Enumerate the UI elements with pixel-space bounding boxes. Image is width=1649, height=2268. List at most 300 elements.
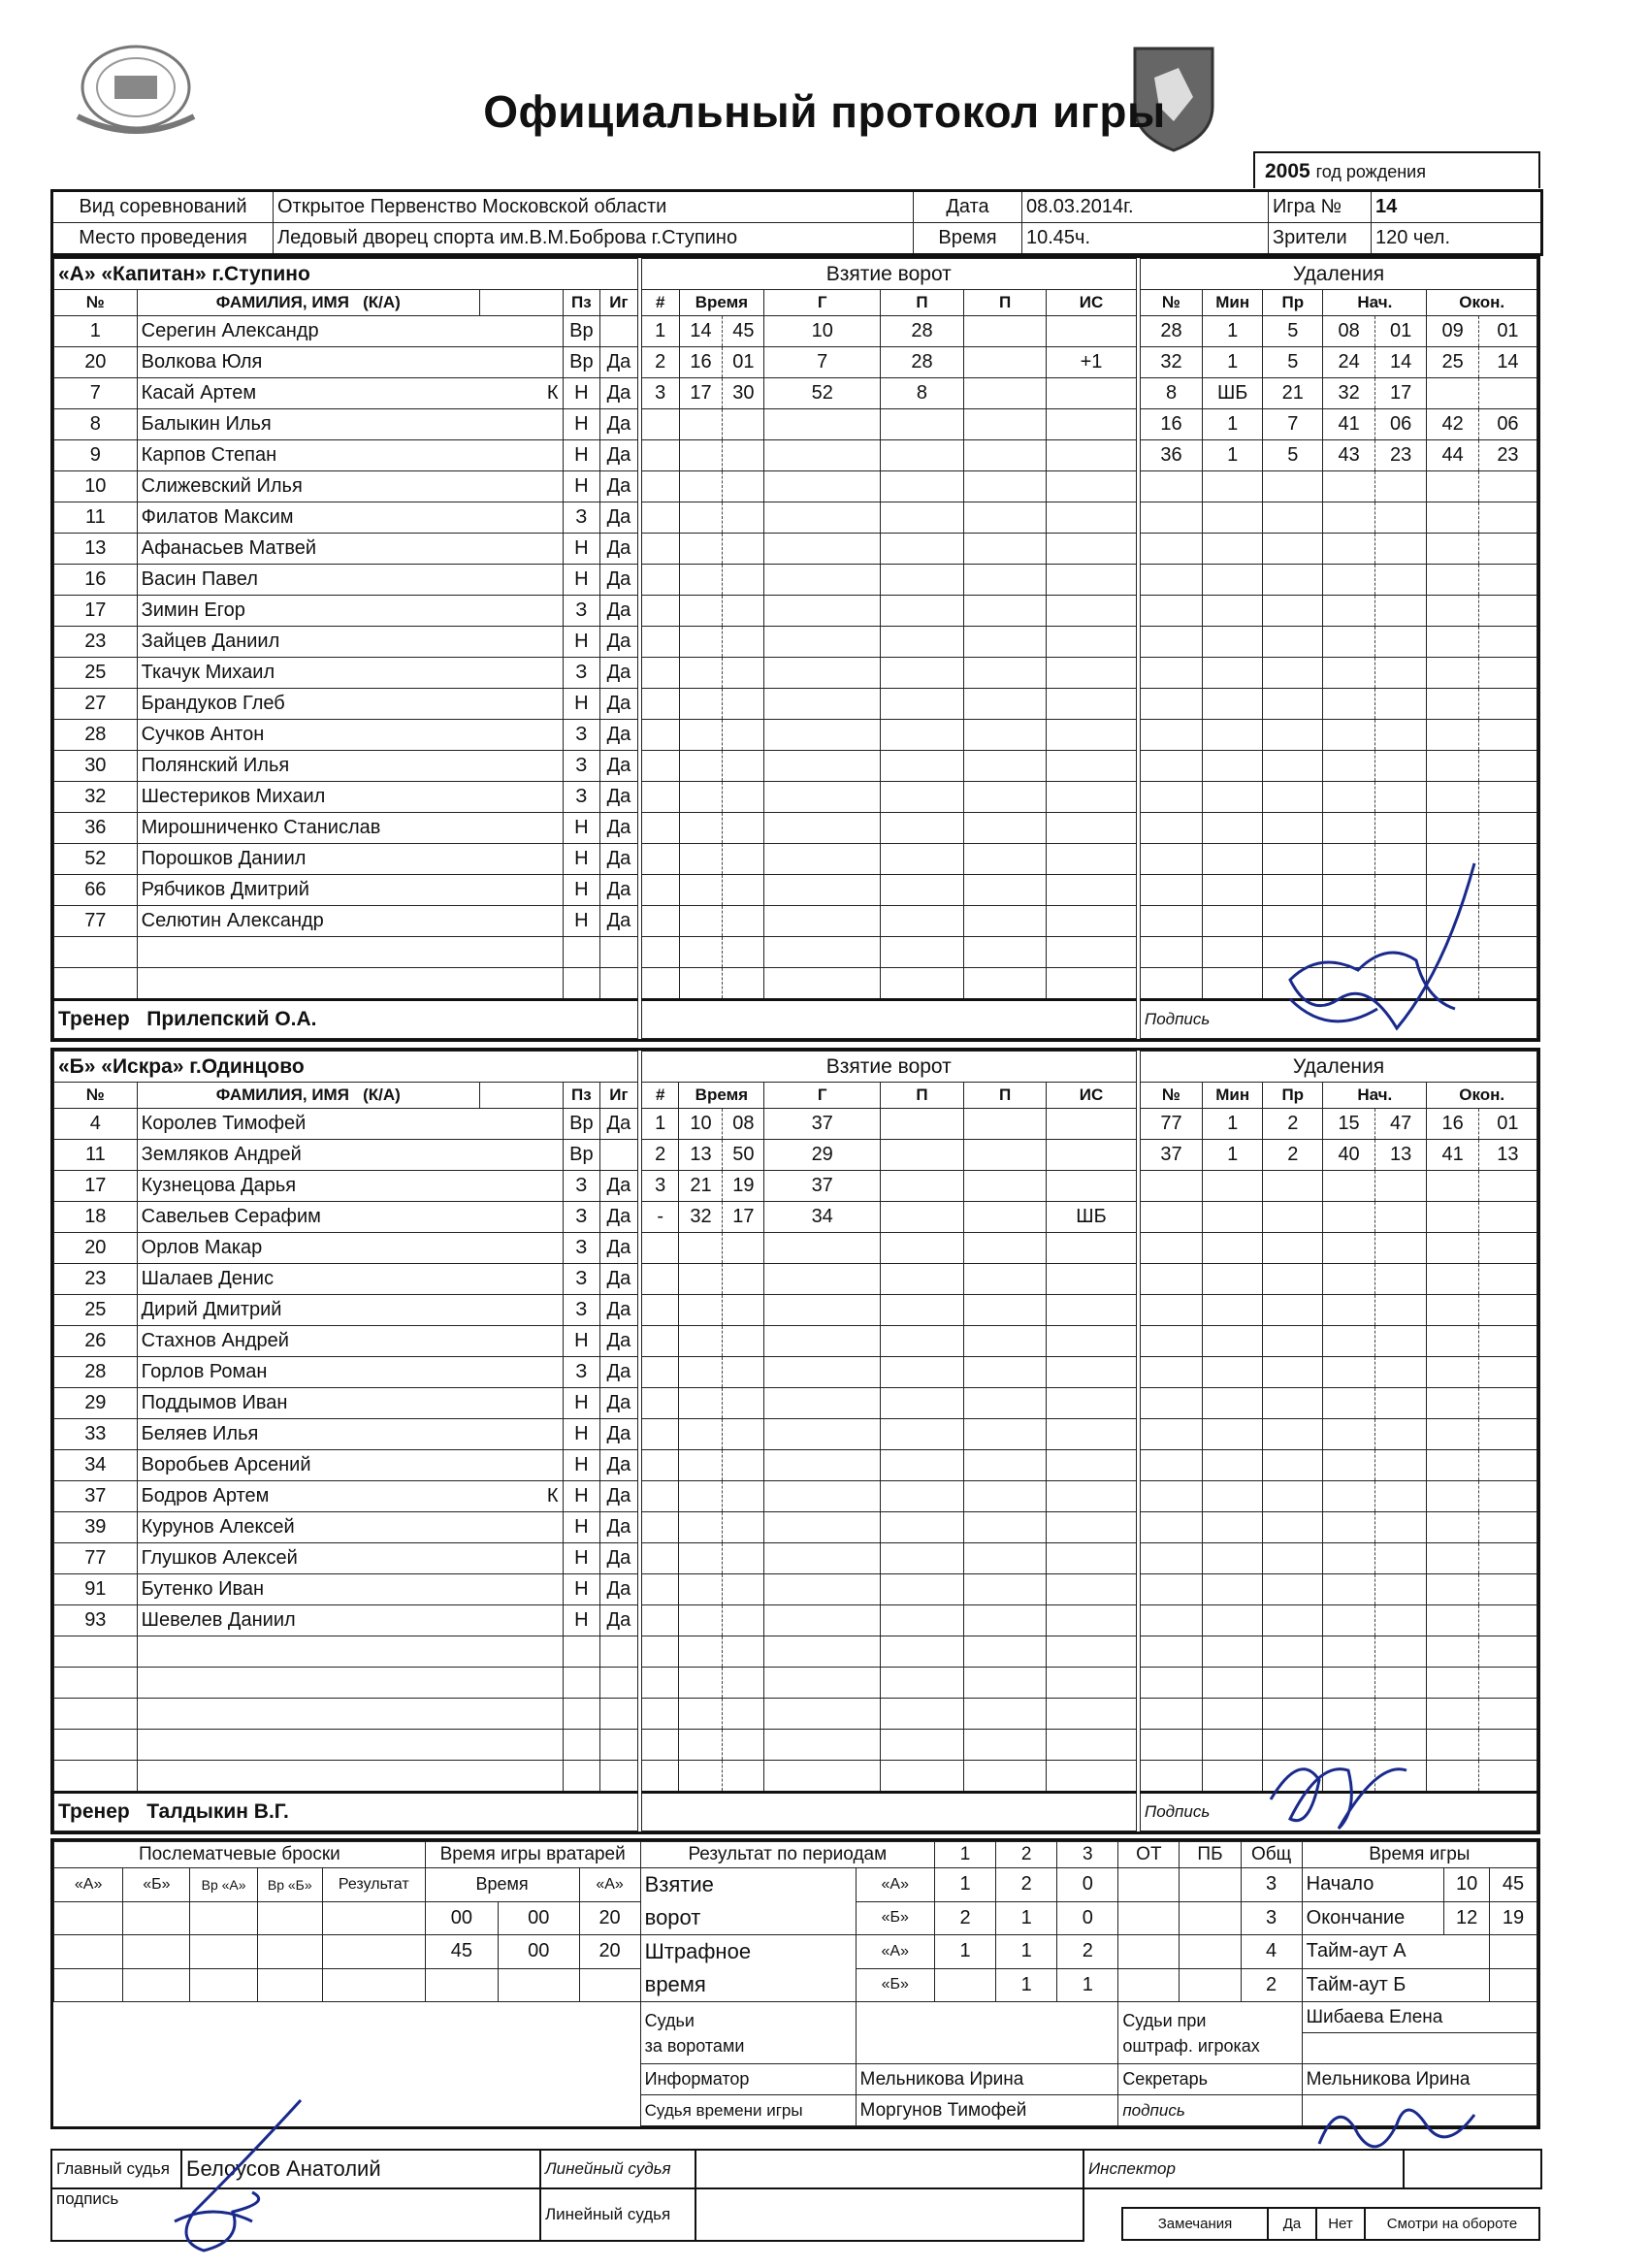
player-position: З bbox=[563, 1233, 600, 1264]
player-position: З bbox=[563, 658, 600, 689]
remarks-yes[interactable]: Да bbox=[1268, 2208, 1316, 2240]
player-number: 9 bbox=[54, 440, 138, 471]
player-played: Да bbox=[600, 409, 638, 440]
goal-scorer: 29 bbox=[764, 1140, 881, 1171]
pen-a-period: 2 bbox=[1057, 1935, 1118, 1969]
player-number: 27 bbox=[54, 689, 138, 720]
player-captain bbox=[479, 1450, 563, 1481]
player-number: 25 bbox=[54, 1295, 138, 1326]
goal-assist-1 bbox=[881, 1140, 964, 1171]
player-played bbox=[600, 937, 638, 968]
col-pen-no: № bbox=[1140, 1083, 1202, 1109]
player-played: Да bbox=[600, 1233, 638, 1264]
competition-value: Открытое Первенство Московской области bbox=[274, 191, 914, 223]
player-name bbox=[137, 1699, 479, 1730]
player-captain: К bbox=[479, 378, 563, 409]
player-name: Королев Тимофей bbox=[137, 1109, 479, 1140]
player-number: 77 bbox=[54, 906, 138, 937]
goals-a-period bbox=[1118, 1868, 1180, 1902]
player-name: Шалаев Денис bbox=[137, 1264, 479, 1295]
player-name: Серегин Александр bbox=[137, 316, 479, 347]
player-position: Н bbox=[563, 1543, 600, 1574]
player-captain bbox=[479, 1264, 563, 1295]
col-end: Окон. bbox=[1427, 290, 1537, 316]
player-name bbox=[137, 937, 479, 968]
player-number: 52 bbox=[54, 844, 138, 875]
player-captain bbox=[479, 471, 563, 502]
game-value: 14 bbox=[1372, 191, 1542, 223]
goal-number: 2 bbox=[641, 1140, 679, 1171]
secretary-label: Секретарь bbox=[1118, 2064, 1302, 2095]
goal-assist-1: 28 bbox=[881, 316, 964, 347]
goals-b-period bbox=[1118, 1901, 1180, 1935]
player-number bbox=[54, 1761, 138, 1793]
team_a-goals-title: Взятие ворот bbox=[641, 259, 1136, 290]
goals-row-label: Взятие ворот bbox=[640, 1868, 856, 1935]
spectators-value: 120 чел. bbox=[1372, 223, 1542, 255]
so-gk-a: Вр «А» bbox=[190, 1868, 257, 1902]
col-pz: Пз bbox=[563, 1083, 600, 1109]
goal-assist-2 bbox=[963, 316, 1047, 347]
penalty-start-sec: 47 bbox=[1374, 1109, 1427, 1140]
player-position: Н bbox=[563, 689, 600, 720]
end-label: Окончание bbox=[1302, 1901, 1444, 1935]
player-played: Да bbox=[600, 1605, 638, 1636]
player-captain bbox=[479, 689, 563, 720]
period-p2-header: 2 bbox=[996, 1842, 1057, 1868]
player-name: Кузнецова Дарья bbox=[137, 1171, 479, 1202]
player-played bbox=[600, 316, 638, 347]
team_b-sign-label: Подпись bbox=[1140, 1793, 1536, 1831]
penalty-end-min: 09 bbox=[1427, 316, 1479, 347]
chief-sign-label: подпись bbox=[51, 2188, 540, 2241]
player-played: Да bbox=[600, 1171, 638, 1202]
col-start: Нач. bbox=[1323, 1083, 1427, 1109]
place-value: Ледовый дворец спорта им.В.М.Боброва г.Ступино bbox=[274, 223, 914, 255]
player-captain bbox=[479, 1636, 563, 1668]
player-number: 33 bbox=[54, 1419, 138, 1450]
start-label: Начало bbox=[1302, 1868, 1444, 1902]
penalty-end-sec: 01 bbox=[1478, 1109, 1536, 1140]
player-position: Н bbox=[563, 875, 600, 906]
penalty-start-sec: 14 bbox=[1374, 347, 1427, 378]
birth-year-label: год рождения bbox=[1315, 162, 1426, 181]
player-captain bbox=[479, 1295, 563, 1326]
page-title: Официальный протокол игры bbox=[483, 86, 1166, 137]
player-played: Да bbox=[600, 471, 638, 502]
player-number: 1 bbox=[54, 316, 138, 347]
col-time: Время bbox=[679, 290, 764, 316]
player-number: 34 bbox=[54, 1450, 138, 1481]
col-is: ИС bbox=[1047, 1083, 1136, 1109]
informer-name: Мельникова Ирина bbox=[856, 2064, 1118, 2095]
goal-judges-label: Судьи за воротами bbox=[640, 2002, 856, 2064]
player-name bbox=[137, 1761, 479, 1793]
player-played: Да bbox=[600, 596, 638, 627]
player-position: З bbox=[563, 1264, 600, 1295]
col-end: Окон. bbox=[1427, 1083, 1537, 1109]
goals-a-period: 0 bbox=[1057, 1868, 1118, 1902]
player-position: Н bbox=[563, 378, 600, 409]
player-played bbox=[600, 1730, 638, 1761]
goal-scorer: 37 bbox=[764, 1171, 881, 1202]
player-position: Н bbox=[563, 813, 600, 844]
pen-b-period: 1 bbox=[996, 1968, 1057, 2002]
chief-judge-name: Белоусов Анатолий bbox=[181, 2150, 540, 2188]
player-captain bbox=[479, 1109, 563, 1140]
goal-number: 2 bbox=[641, 347, 679, 378]
player-number bbox=[54, 937, 138, 968]
penalty-start-sec: 06 bbox=[1374, 409, 1427, 440]
player-position: Вр bbox=[563, 347, 600, 378]
player-name: Балыкин Илья bbox=[137, 409, 479, 440]
goal-situation bbox=[1047, 378, 1136, 409]
player-number: 26 bbox=[54, 1326, 138, 1357]
date-value: 08.03.2014г. bbox=[1022, 191, 1269, 223]
player-played: Да bbox=[600, 534, 638, 565]
penalty-start-sec: 17 bbox=[1374, 378, 1427, 409]
player-name: Карпов Степан bbox=[137, 440, 479, 471]
player-played: Да bbox=[600, 1295, 638, 1326]
goal-second: 30 bbox=[723, 378, 764, 409]
player-played bbox=[600, 1636, 638, 1668]
player-captain bbox=[479, 1699, 563, 1730]
player-number: 17 bbox=[54, 1171, 138, 1202]
col-g: Г bbox=[764, 1083, 881, 1109]
player-played: Да bbox=[600, 1326, 638, 1357]
place-label: Место проведения bbox=[52, 223, 274, 255]
player-name: Горлов Роман bbox=[137, 1357, 479, 1388]
goal-assist-2 bbox=[963, 347, 1047, 378]
player-name bbox=[137, 1668, 479, 1699]
penalty-start-min: 40 bbox=[1323, 1140, 1375, 1171]
penalty-end-min: 25 bbox=[1427, 347, 1479, 378]
so-gk-b: Вр «Б» bbox=[257, 1868, 322, 1902]
player-position: Н bbox=[563, 1605, 600, 1636]
col-ig: Иг bbox=[600, 290, 638, 316]
player-number: 30 bbox=[54, 751, 138, 782]
player-number: 4 bbox=[54, 1109, 138, 1140]
player-number: 39 bbox=[54, 1512, 138, 1543]
goal-assist-2 bbox=[963, 1140, 1047, 1171]
team_a-title: «А» «Капитан» г.Ступино bbox=[54, 259, 638, 290]
penalty-end-sec: 06 bbox=[1478, 409, 1536, 440]
player-name: Поддымов Иван bbox=[137, 1388, 479, 1419]
player-played: Да bbox=[600, 751, 638, 782]
player-number: 36 bbox=[54, 813, 138, 844]
player-position: З bbox=[563, 1295, 600, 1326]
player-captain bbox=[479, 440, 563, 471]
timekeeper-name: Моргунов Тимофей bbox=[856, 2095, 1118, 2126]
goals-b-period: 1 bbox=[996, 1901, 1057, 1935]
player-played: Да bbox=[600, 1512, 638, 1543]
gk-time-label: Время bbox=[425, 1868, 579, 1902]
pen-a-period: 1 bbox=[996, 1935, 1057, 1969]
player-name: Селютин Александр bbox=[137, 906, 479, 937]
col-no: № bbox=[54, 1083, 138, 1109]
birth-year-box bbox=[1253, 151, 1540, 188]
player-played bbox=[600, 1140, 638, 1171]
penalty-end-sec: 13 bbox=[1478, 1140, 1536, 1171]
player-played bbox=[600, 1761, 638, 1793]
player-position: Н bbox=[563, 534, 600, 565]
player-number: 32 bbox=[54, 782, 138, 813]
player-played: Да bbox=[600, 565, 638, 596]
player-played: Да bbox=[600, 502, 638, 534]
player-number bbox=[54, 1730, 138, 1761]
player-position bbox=[563, 968, 600, 1000]
goal-second: 17 bbox=[723, 1202, 764, 1233]
penalty-minutes: 1 bbox=[1203, 409, 1263, 440]
player-played: Да bbox=[600, 1264, 638, 1295]
goal-second: 19 bbox=[723, 1171, 764, 1202]
player-played: Да bbox=[600, 720, 638, 751]
goal-assist-1 bbox=[881, 1171, 964, 1202]
col-p2: П bbox=[963, 290, 1047, 316]
player-played: Да bbox=[600, 1574, 638, 1605]
col-p1: П bbox=[881, 290, 964, 316]
timekeeper-label: Судья времени игры bbox=[640, 2095, 856, 2126]
player-captain bbox=[479, 1388, 563, 1419]
penalty-end-sec bbox=[1478, 378, 1536, 409]
col-pen-no: № bbox=[1140, 290, 1202, 316]
player-position: Н bbox=[563, 1512, 600, 1543]
player-name: Рябчиков Дмитрий bbox=[137, 875, 479, 906]
pen-a-period: 4 bbox=[1241, 1935, 1302, 1969]
col-g: Г bbox=[764, 290, 881, 316]
goal-number: 1 bbox=[641, 1109, 679, 1140]
player-captain bbox=[479, 968, 563, 1000]
game-time-title: Время игры bbox=[1302, 1842, 1536, 1868]
goalie-time-title: Время игры вратарей bbox=[425, 1842, 640, 1868]
player-number: 13 bbox=[54, 534, 138, 565]
player-name: Орлов Макар bbox=[137, 1233, 479, 1264]
penalty-start-min: 08 bbox=[1323, 316, 1375, 347]
player-played: Да bbox=[600, 627, 638, 658]
player-played: Да bbox=[600, 1419, 638, 1450]
penalty-reason: 5 bbox=[1263, 440, 1323, 471]
end-minute: 19 bbox=[1490, 1901, 1537, 1935]
periods-title: Результат по периодам bbox=[640, 1842, 934, 1868]
player-name: Шестериков Михаил bbox=[137, 782, 479, 813]
goal-minute: 17 bbox=[679, 378, 723, 409]
informer-label: Информатор bbox=[640, 2064, 856, 2095]
signature-label: подпись bbox=[1118, 2095, 1302, 2126]
penalty-reason: 2 bbox=[1263, 1109, 1323, 1140]
info-table bbox=[50, 189, 1543, 256]
player-number bbox=[54, 1699, 138, 1730]
player-position: З bbox=[563, 720, 600, 751]
player-name bbox=[137, 1636, 479, 1668]
player-position: З bbox=[563, 1202, 600, 1233]
player-name: Порошков Даниил bbox=[137, 844, 479, 875]
player-name: Волкова Юля bbox=[137, 347, 479, 378]
goal-number: 1 bbox=[641, 316, 679, 347]
time-label: Время bbox=[914, 223, 1022, 255]
player-number: 25 bbox=[54, 658, 138, 689]
player-position bbox=[563, 1730, 600, 1761]
goal-situation: ШБ bbox=[1047, 1202, 1136, 1233]
penalty-minutes: 1 bbox=[1203, 440, 1263, 471]
penalty-end-min: 44 bbox=[1427, 440, 1479, 471]
goal-situation bbox=[1047, 1109, 1136, 1140]
pen-b-period bbox=[934, 1968, 995, 2002]
player-name bbox=[137, 968, 479, 1000]
remarks-box bbox=[1121, 2207, 1540, 2241]
coach-a-signature bbox=[1251, 854, 1504, 1067]
player-played bbox=[600, 1699, 638, 1730]
gk-a-label: «А» bbox=[579, 1868, 640, 1902]
penalty-minutes: 1 bbox=[1203, 1140, 1263, 1171]
player-number: 28 bbox=[54, 720, 138, 751]
penalty-player: 37 bbox=[1140, 1140, 1202, 1171]
see-back-note: Смотри на обороте bbox=[1365, 2208, 1539, 2240]
player-played: Да bbox=[600, 1202, 638, 1233]
pen-team-b: «Б» bbox=[856, 1968, 934, 2002]
team-b-section bbox=[50, 1048, 1540, 1834]
so-b: «Б» bbox=[123, 1868, 190, 1902]
player-number: 20 bbox=[54, 1233, 138, 1264]
player-position: Н bbox=[563, 565, 600, 596]
player-number: 17 bbox=[54, 596, 138, 627]
penalty-reason: 5 bbox=[1263, 316, 1323, 347]
player-position: З bbox=[563, 502, 600, 534]
player-name: Мирошниченко Станислав bbox=[137, 813, 479, 844]
goal-scorer: 7 bbox=[764, 347, 881, 378]
goals-b-period: 3 bbox=[1241, 1901, 1302, 1935]
player-played: Да bbox=[600, 875, 638, 906]
goal-second: 45 bbox=[723, 316, 764, 347]
goals-b-period: 2 bbox=[934, 1901, 995, 1935]
penalty-end-sec: 14 bbox=[1478, 347, 1536, 378]
player-name: Курунов Алексей bbox=[137, 1512, 479, 1543]
goal-assist-1 bbox=[881, 1202, 964, 1233]
player-captain bbox=[479, 658, 563, 689]
player-captain bbox=[479, 720, 563, 751]
pen-team-a: «А» bbox=[856, 1935, 934, 1969]
player-played: Да bbox=[600, 906, 638, 937]
goal-assist-2 bbox=[963, 1109, 1047, 1140]
player-played: Да bbox=[600, 813, 638, 844]
player-captain bbox=[479, 782, 563, 813]
player-number: 77 bbox=[54, 1543, 138, 1574]
secretary-signature bbox=[1300, 2086, 1494, 2173]
player-captain bbox=[479, 1605, 563, 1636]
player-played bbox=[600, 968, 638, 1000]
goal-scorer: 10 bbox=[764, 316, 881, 347]
col-hash: # bbox=[641, 1083, 679, 1109]
player-captain bbox=[479, 1326, 563, 1357]
player-captain bbox=[479, 1419, 563, 1450]
player-name: Васин Павел bbox=[137, 565, 479, 596]
player-name: Бутенко Иван bbox=[137, 1574, 479, 1605]
player-number: 10 bbox=[54, 471, 138, 502]
remarks-no[interactable]: Нет bbox=[1316, 2208, 1365, 2240]
player-played: Да bbox=[600, 1543, 638, 1574]
team_b-title: «Б» «Искра» г.Одинцово bbox=[54, 1052, 638, 1083]
linesman-1-label: Линейный судья bbox=[540, 2150, 695, 2188]
penalty-start-min: 43 bbox=[1323, 440, 1375, 471]
penalty-judge-name: Шибаева Елена bbox=[1302, 2002, 1536, 2033]
player-position: Н bbox=[563, 1450, 600, 1481]
period-p1-header: 1 bbox=[934, 1842, 995, 1868]
period-pb-header: ПБ bbox=[1180, 1842, 1241, 1868]
player-position: Вр bbox=[563, 316, 600, 347]
player-number: 7 bbox=[54, 378, 138, 409]
player-name: Глушков Алексей bbox=[137, 1543, 479, 1574]
player-number bbox=[54, 968, 138, 1000]
goals-a-period: 1 bbox=[934, 1868, 995, 1902]
player-played: Да bbox=[600, 689, 638, 720]
goal-assist-2 bbox=[963, 378, 1047, 409]
goal-scorer: 34 bbox=[764, 1202, 881, 1233]
player-captain bbox=[479, 409, 563, 440]
penalty-minutes: 1 bbox=[1203, 1109, 1263, 1140]
player-played: Да bbox=[600, 1109, 638, 1140]
player-captain bbox=[479, 502, 563, 534]
col-p2: П bbox=[963, 1083, 1047, 1109]
player-name: Полянский Илья bbox=[137, 751, 479, 782]
player-captain bbox=[479, 813, 563, 844]
player-played: Да bbox=[600, 1481, 638, 1512]
col-no: № bbox=[54, 290, 138, 316]
player-captain bbox=[479, 534, 563, 565]
player-number: 28 bbox=[54, 1357, 138, 1388]
penalty-start-sec: 13 bbox=[1374, 1140, 1427, 1171]
player-name: Шевелев Даниил bbox=[137, 1605, 479, 1636]
player-name: Касай Артем bbox=[137, 378, 479, 409]
linesman-2-label: Линейный судья bbox=[540, 2188, 695, 2241]
goal-situation: +1 bbox=[1047, 347, 1136, 378]
player-position: Н bbox=[563, 1419, 600, 1450]
goals-a-period bbox=[1180, 1868, 1241, 1902]
goal-situation bbox=[1047, 316, 1136, 347]
player-position: Н bbox=[563, 1481, 600, 1512]
col-p1: П bbox=[881, 1083, 964, 1109]
time-value: 10.45ч. bbox=[1022, 223, 1269, 255]
penalty-reason: 5 bbox=[1263, 347, 1323, 378]
player-captain bbox=[479, 565, 563, 596]
penalty-start-min: 24 bbox=[1323, 347, 1375, 378]
pen-a-period: 1 bbox=[934, 1935, 995, 1969]
player-number: 23 bbox=[54, 1264, 138, 1295]
col-pr: Пр bbox=[1263, 290, 1323, 316]
player-captain bbox=[479, 1512, 563, 1543]
player-captain bbox=[479, 596, 563, 627]
player-played: Да bbox=[600, 1357, 638, 1388]
game-label: Игра № bbox=[1269, 191, 1372, 223]
player-number: 16 bbox=[54, 565, 138, 596]
penalty-end-min: 41 bbox=[1427, 1140, 1479, 1171]
player-name: Воробьев Арсений bbox=[137, 1450, 479, 1481]
period-total-header: Общ bbox=[1241, 1842, 1302, 1868]
team_b-coach: Тренер Талдыкин В.Г. bbox=[54, 1793, 638, 1831]
player-captain bbox=[479, 1202, 563, 1233]
goals-b-period: 0 bbox=[1057, 1901, 1118, 1935]
player-played: Да bbox=[600, 844, 638, 875]
start-minute: 45 bbox=[1490, 1868, 1537, 1902]
player-number: 11 bbox=[54, 502, 138, 534]
goal-minute: 10 bbox=[679, 1109, 723, 1140]
spectators-label: Зрители bbox=[1269, 223, 1372, 255]
chief-judge-signature bbox=[136, 2095, 330, 2260]
penalty-start-min: 15 bbox=[1323, 1109, 1375, 1140]
player-position bbox=[563, 1636, 600, 1668]
penalty-player: 28 bbox=[1140, 316, 1202, 347]
goals-a-period: 2 bbox=[996, 1868, 1057, 1902]
goal-situation bbox=[1047, 1140, 1136, 1171]
timeout-a-label: Тайм-аут А bbox=[1302, 1935, 1489, 1969]
